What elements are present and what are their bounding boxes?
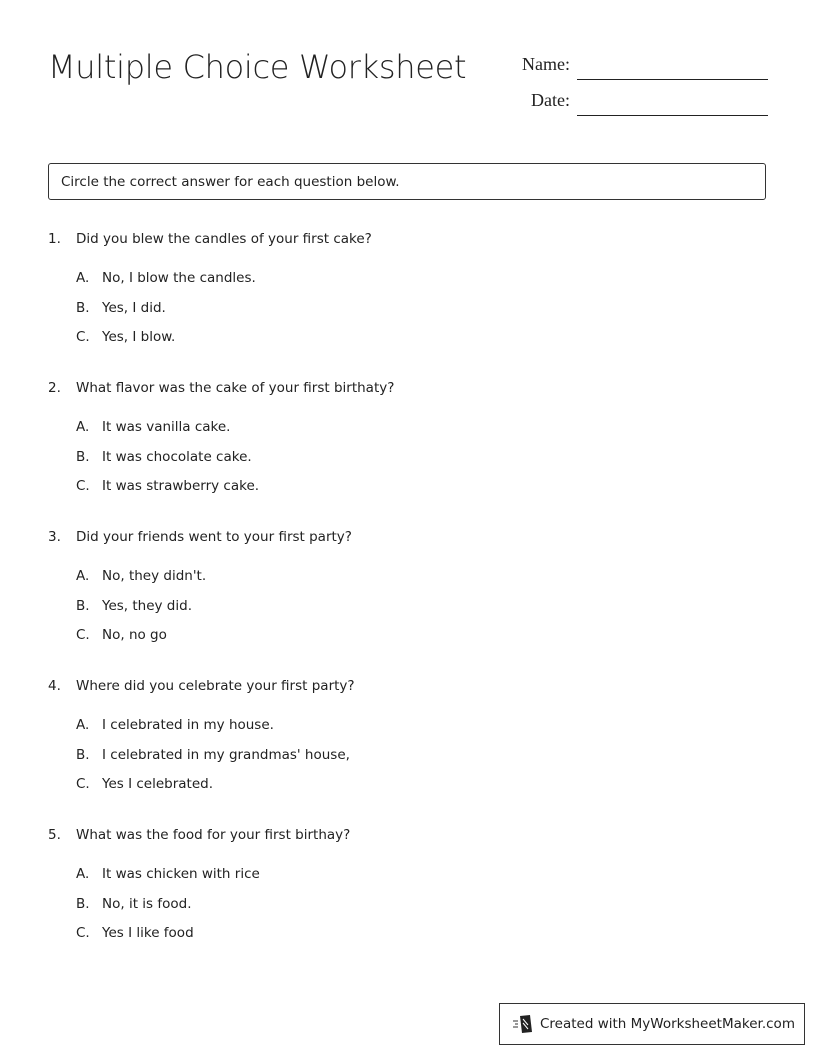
option-letter: A. [76,717,90,733]
option-letter: A. [76,419,90,435]
option-letter: B. [76,896,90,912]
option-letter: B. [76,449,90,465]
question-number: 2. [48,380,61,396]
option-text: No, I blow the candles. [102,270,256,286]
page-title: Multiple Choice Worksheet [48,48,467,86]
name-line[interactable] [577,79,768,80]
option-text: No, it is food. [102,896,192,912]
option-letter: C. [76,776,90,792]
question-text: What was the food for your first birthay? [76,827,351,843]
option-text: I celebrated in my house. [102,717,274,733]
option-text: Yes, I did. [102,300,166,316]
option-text: I celebrated in my grandmas' house, [102,747,350,763]
option-letter: B. [76,747,90,763]
option-text: It was chocolate cake. [102,449,252,465]
option-letter: B. [76,300,90,316]
option-letter: C. [76,478,90,494]
option-letter: C. [76,925,90,941]
option-text: Yes I celebrated. [102,776,213,792]
option-text: It was strawberry cake. [102,478,260,494]
question-text: Where did you celebrate your first party? [76,678,355,694]
option-letter: A. [76,568,90,584]
question-text: Did your friends went to your first party? [76,529,352,545]
question-text: What flavor was the cake of your first birthaty? [76,380,395,396]
option-text: It was vanilla cake. [102,419,231,435]
option-letter: A. [76,866,90,882]
instructions-box: Circle the correct answer for each question below. [48,163,766,200]
name-label: Name: [522,54,570,74]
option-letter: C. [76,329,90,345]
question-text: Did you blew the candles of your first cake? [76,231,372,247]
option-text: No, no go [102,627,167,643]
option-letter: A. [76,270,90,286]
footer-text: Created with MyWorksheetMaker.com [540,1016,795,1032]
question-number: 5. [48,827,61,843]
option-letter: C. [76,627,90,643]
option-text: Yes, they did. [102,598,192,614]
question-number: 1. [48,231,61,247]
date-label: Date: [531,90,570,110]
worksheet-maker-logo-icon [512,1013,534,1035]
date-line[interactable] [577,115,768,116]
question-number: 3. [48,529,61,545]
option-letter: B. [76,598,90,614]
question-number: 4. [48,678,61,694]
name-field[interactable] [490,50,768,80]
date-field[interactable] [490,86,768,116]
option-text: It was chicken with rice [102,866,260,882]
option-text: Yes, I blow. [102,329,176,345]
option-text: Yes I like food [102,925,194,941]
option-text: No, they didn't. [102,568,207,584]
footer-badge[interactable] [499,1003,805,1045]
